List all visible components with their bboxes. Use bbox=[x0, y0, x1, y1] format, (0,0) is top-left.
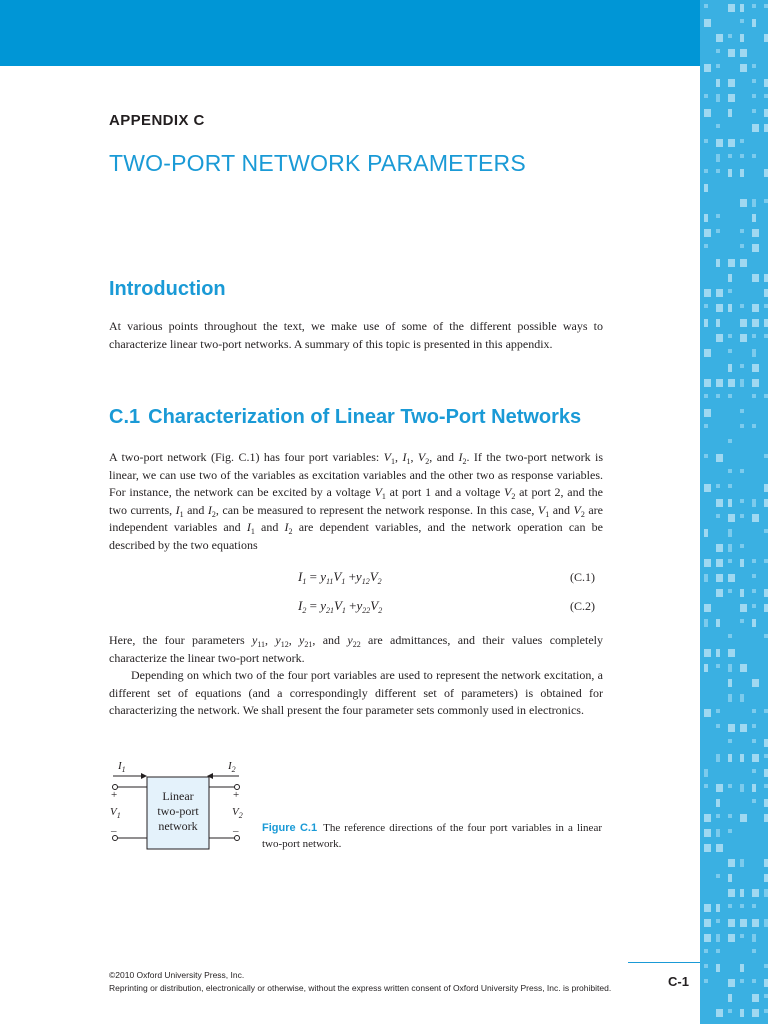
section-number: C.1 bbox=[109, 406, 141, 428]
figure-box-line-2: two-port bbox=[157, 804, 199, 818]
equation-c1-number: (C.1) bbox=[570, 570, 595, 584]
figure-caption bbox=[262, 820, 602, 852]
section-paragraph-1: A two-port network (Fig. C.1) has four port variables: $V_1$, $I_1$, $V_2$, and $I_2$. If the two-port network is linear, we can use two of the variables as excitation variables and the other two as response variables. For instance, the network can be excited by a voltage $V_1$ at port 1 and a voltage $V_2$ at port 2, and the two currents, $I_1$ and $I_2$, can be measured to represent the network response. In this case, $V_1$ and $V_2$ are independent variables and $I_1$ and $I_2$ are dependent variables, and the network operation can be described by the two equations bbox=[109, 450, 604, 552]
svg-text:–: – bbox=[111, 825, 117, 837]
footer-notice: Reprinting or distribution, electronically or otherwise, without the express written consent of Oxford University Press, Inc. is prohibited. bbox=[109, 983, 612, 993]
equation-c2-number: (C.2) bbox=[570, 599, 595, 613]
figure-caption-text: The reference directions of the four port variables in a linear two-port network. bbox=[262, 822, 602, 850]
decorative-side-strip bbox=[700, 0, 768, 1024]
paragraph-2-end: characterize the linear two-port network. bbox=[109, 650, 305, 665]
figure-box-line-1: Linear bbox=[162, 789, 194, 803]
header-color-bar bbox=[0, 0, 700, 66]
svg-text:+: + bbox=[111, 789, 118, 801]
intro-text: At various points throughout the text, we make use of some of the different possible ways to characterize linear two-port networks. A summary of this topic is presented in this appendix. bbox=[109, 319, 603, 351]
intro-heading: Introduction bbox=[109, 278, 226, 300]
figure-box-line-3: network bbox=[158, 819, 198, 833]
page-number: C-1 bbox=[668, 974, 689, 989]
equation-c2: $I_2 = y_{21}V_1 +y_{22}V_2$ bbox=[298, 598, 383, 615]
section-heading bbox=[109, 406, 581, 429]
paragraph-3: Depending on which two of the four port variables are used to represent the network excitation, a different set of equations (and a correspondingly different set of parameters) is obtained for characterizing the network. We shall present the four parameter sets commonly used in electronics. bbox=[109, 668, 603, 717]
appendix-label: APPENDIX C bbox=[109, 112, 205, 129]
svg-text:V1: $V_1$ bbox=[110, 806, 121, 820]
page-title: TWO-PORT NETWORK PARAMETERS bbox=[109, 150, 526, 176]
svg-text:I2: $I_2$ bbox=[228, 760, 236, 774]
svg-text:–: – bbox=[233, 825, 239, 837]
svg-text:I1: $I_1$ bbox=[118, 760, 126, 774]
two-port-network-figure bbox=[105, 756, 255, 856]
figure-label: Figure C.1 bbox=[262, 822, 318, 834]
footer-rule bbox=[628, 962, 700, 963]
svg-text:+: + bbox=[233, 789, 240, 801]
footer-copyright: ©2010 Oxford University Press, Inc. bbox=[109, 970, 245, 980]
intro-paragraph bbox=[109, 318, 603, 353]
decorative-pattern bbox=[700, 0, 768, 1024]
svg-text:V2: $V_2$ bbox=[232, 806, 243, 820]
section-title: Characterization of Linear Two-Port Networks bbox=[148, 406, 582, 428]
equation-c1: $I_1 = y_{11}V_1 +y_{12}V_2$ bbox=[298, 569, 382, 586]
section-paragraph-2: Here, the four parameters $y_{11}$, $y_{12}$, $y_{21}$, and $y_{22}$ are admittances, and their values completely characterize the linear two-port network. Depending on which two of the four port variables are used to represent the network excitation, a different set of equations (and a correspondingly different set of parameters) is obtained for characterizing the network. We shall present the four parameter sets commonly used in electronics. bbox=[109, 632, 603, 720]
